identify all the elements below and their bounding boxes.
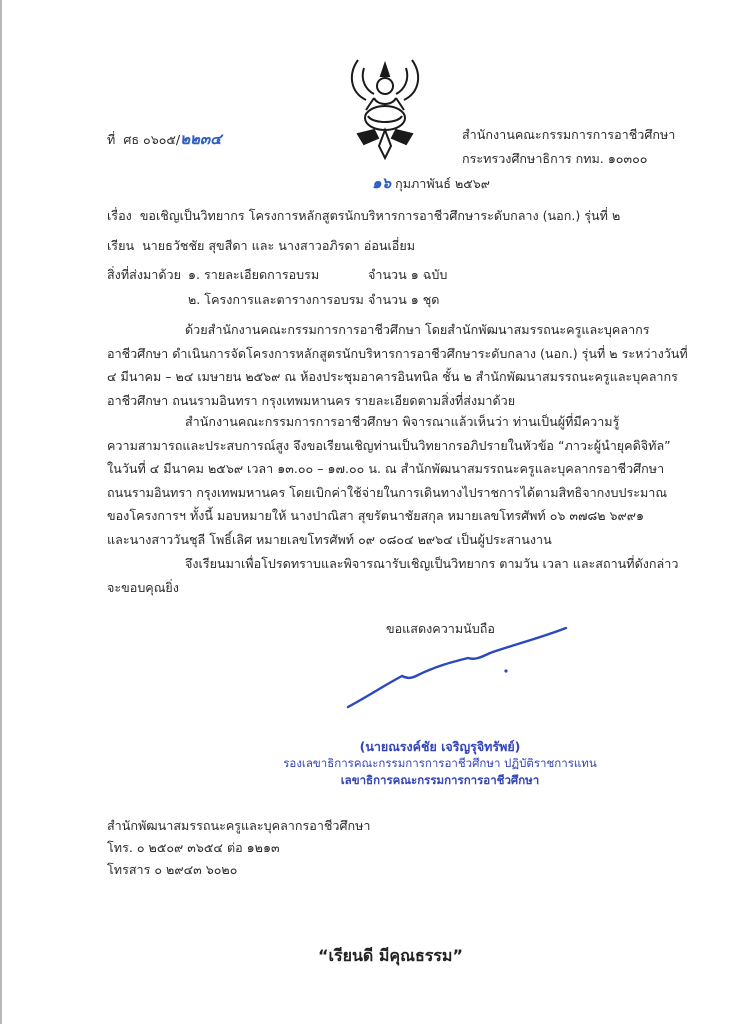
reference-prefix: ศธ ๐๖๐๕/ xyxy=(123,132,181,147)
reference-number xyxy=(107,131,222,148)
signatory-block xyxy=(260,738,620,789)
subject-text: ขอเชิญเป็นวิทยากร โครงการหลักสูตรนักบริหารการอาชีวศึกษาระดับกลาง (นอก.) รุ่นที่ ๒ xyxy=(139,208,621,223)
paragraph-line: อาชีวศึกษา ดำเนินการจัดโครงการหลักสูตรนักบริหารการอาชีวศึกษาระดับกลาง (นอก.) รุ่นที่ ๒ ระหว่างวันที่ xyxy=(107,345,688,361)
issuer-line-1: สำนักงานคณะกรรมการการอาชีวศึกษา xyxy=(462,127,676,142)
paragraph-line: จึงเรียนมาเพื่อโปรดทราบและพิจารณารับเชิญเป็นวิทยากร ตามวัน เวลา และสถานที่ดังกล่าว xyxy=(185,556,679,571)
contact-unit: สำนักพัฒนาสมรรถนะครูและบุคลากรอาชีวศึกษา xyxy=(107,818,371,833)
signatory-title-2: เลขาธิการคณะกรรมการการอาชีวศึกษา xyxy=(340,773,540,787)
enclosure-item-2: ๒. โครงการและตารางการอบรม xyxy=(188,292,364,307)
issuer-line-2: กระทรวงศึกษาธิการ กทม. ๑๐๓๐๐ xyxy=(462,151,648,166)
handwritten-signature-icon xyxy=(340,620,580,720)
subject-line xyxy=(107,208,620,224)
paragraph-line: ความสามารถและประสบการณ์สูง จึงขอเรียนเชิญท่านเป็นวิทยากรอภิปรายในหัวข้อ “ภาวะผู้นำยุคดิจิทัล” xyxy=(107,437,671,453)
body-paragraph-1 xyxy=(107,318,688,412)
paragraph-line: ของโครงการฯ ทั้งนี้ มอบหมายให้ นางปาณิสา สุขรัตนาชัยสกุล หมายเลขโทรศัพท์ ๐๖ ๓๗๘๒ ๖๙๙๑ xyxy=(107,508,644,524)
enclosure-item-1: ๑. รายละเอียดการอบรม xyxy=(188,267,320,282)
recipient-names: นายธวัชชัย สุขสีดา และ นางสาวอภิรดา อ่อนเอี่ยม xyxy=(142,238,416,253)
contact-phone: โทร. ๐ ๒๕๐๙ ๓๖๕๔ ต่อ ๑๒๑๓ xyxy=(107,840,280,855)
date-day-handwritten: ๑๖ xyxy=(372,174,392,192)
signatory-name: (นายณรงค์ชัย เจริญรุจิทรัพย์) xyxy=(359,739,521,754)
body-paragraph-3 xyxy=(107,552,679,599)
paragraph-line: ๔ มีนาคม – ๒๔ เมษายน ๒๕๖๙ ณ ห้องประชุมอาคารอินทนิล ชั้น ๒ สำนักพัฒนาสมรรถนะครูและบุคลากร xyxy=(107,369,678,385)
paragraph-line: และนางสาววันชุลี โพธิ์เลิศ หมายเลขโทรศัพท์ ๐๙ ๐๘๐๔ ๒๙๖๔ เป็นผู้ประสานงาน xyxy=(107,531,552,547)
body-paragraph-2 xyxy=(107,410,671,552)
enclosure-qty-1: จำนวน ๑ ฉบับ xyxy=(368,267,448,282)
motto: “เรียนดี มีคุณธรรม” xyxy=(318,946,463,965)
paragraph-line: ถนนรามอินทรา กรุงเทพมหานคร โดยเบิกค่าใช้จ่ายในการเดินทางไปราชการได้ตามสิทธิจากงบประมาณ xyxy=(107,484,668,500)
paragraph-line: ด้วยสำนักงานคณะกรรมการการอาชีวศึกษา โดยสำนักพัฒนาสมรรถนะครูและบุคลากร xyxy=(185,322,650,337)
paragraph-line: สำนักงานคณะกรรมการการอาชีวศึกษา พิจารณาแล้วเห็นว่า ท่านเป็นผู้ที่มีความรู้ xyxy=(185,414,620,429)
garuda-emblem-icon xyxy=(344,54,426,162)
closing-phrase: ขอแสดงความนับถือ xyxy=(386,621,495,636)
reference-handwritten: ๒๒๓๔ xyxy=(180,130,222,148)
subject-label: เรื่อง xyxy=(107,208,132,223)
contact-fax: โทรสาร ๐ ๒๙๔๓ ๖๐๒๐ xyxy=(107,862,238,877)
document-date xyxy=(372,175,490,192)
recipient-line xyxy=(107,238,415,254)
paragraph-line: ในวันที่ ๔ มีนาคม ๒๕๖๙ เวลา ๑๓.๐๐ – ๑๗.๐๐ น. ณ สำนักพัฒนาสมรรถนะครูและบุคลากรอาชีวศึกษา xyxy=(107,461,665,477)
enclosures-label: สิ่งที่ส่งมาด้วย xyxy=(107,267,181,282)
recipient-label: เรียน xyxy=(107,238,135,253)
reference-label: ที่ xyxy=(107,132,116,147)
paragraph-line: อาชีวศึกษา ถนนรามอินทรา กรุงเทพมหานคร รายละเอียดตามสิ่งที่ส่งมาด้วย xyxy=(107,392,516,408)
date-month-year: กุมภาพันธ์ ๒๕๖๙ xyxy=(395,176,491,191)
signatory-title-1: รองเลขาธิการคณะกรรมการการอาชีวศึกษา ปฏิบัติราชการแทน xyxy=(283,756,597,770)
enclosure-qty-2: จำนวน ๑ ชุด xyxy=(368,292,440,307)
paragraph-line: จะขอบคุณยิ่ง xyxy=(107,579,179,595)
scan-edge xyxy=(0,0,2,1024)
